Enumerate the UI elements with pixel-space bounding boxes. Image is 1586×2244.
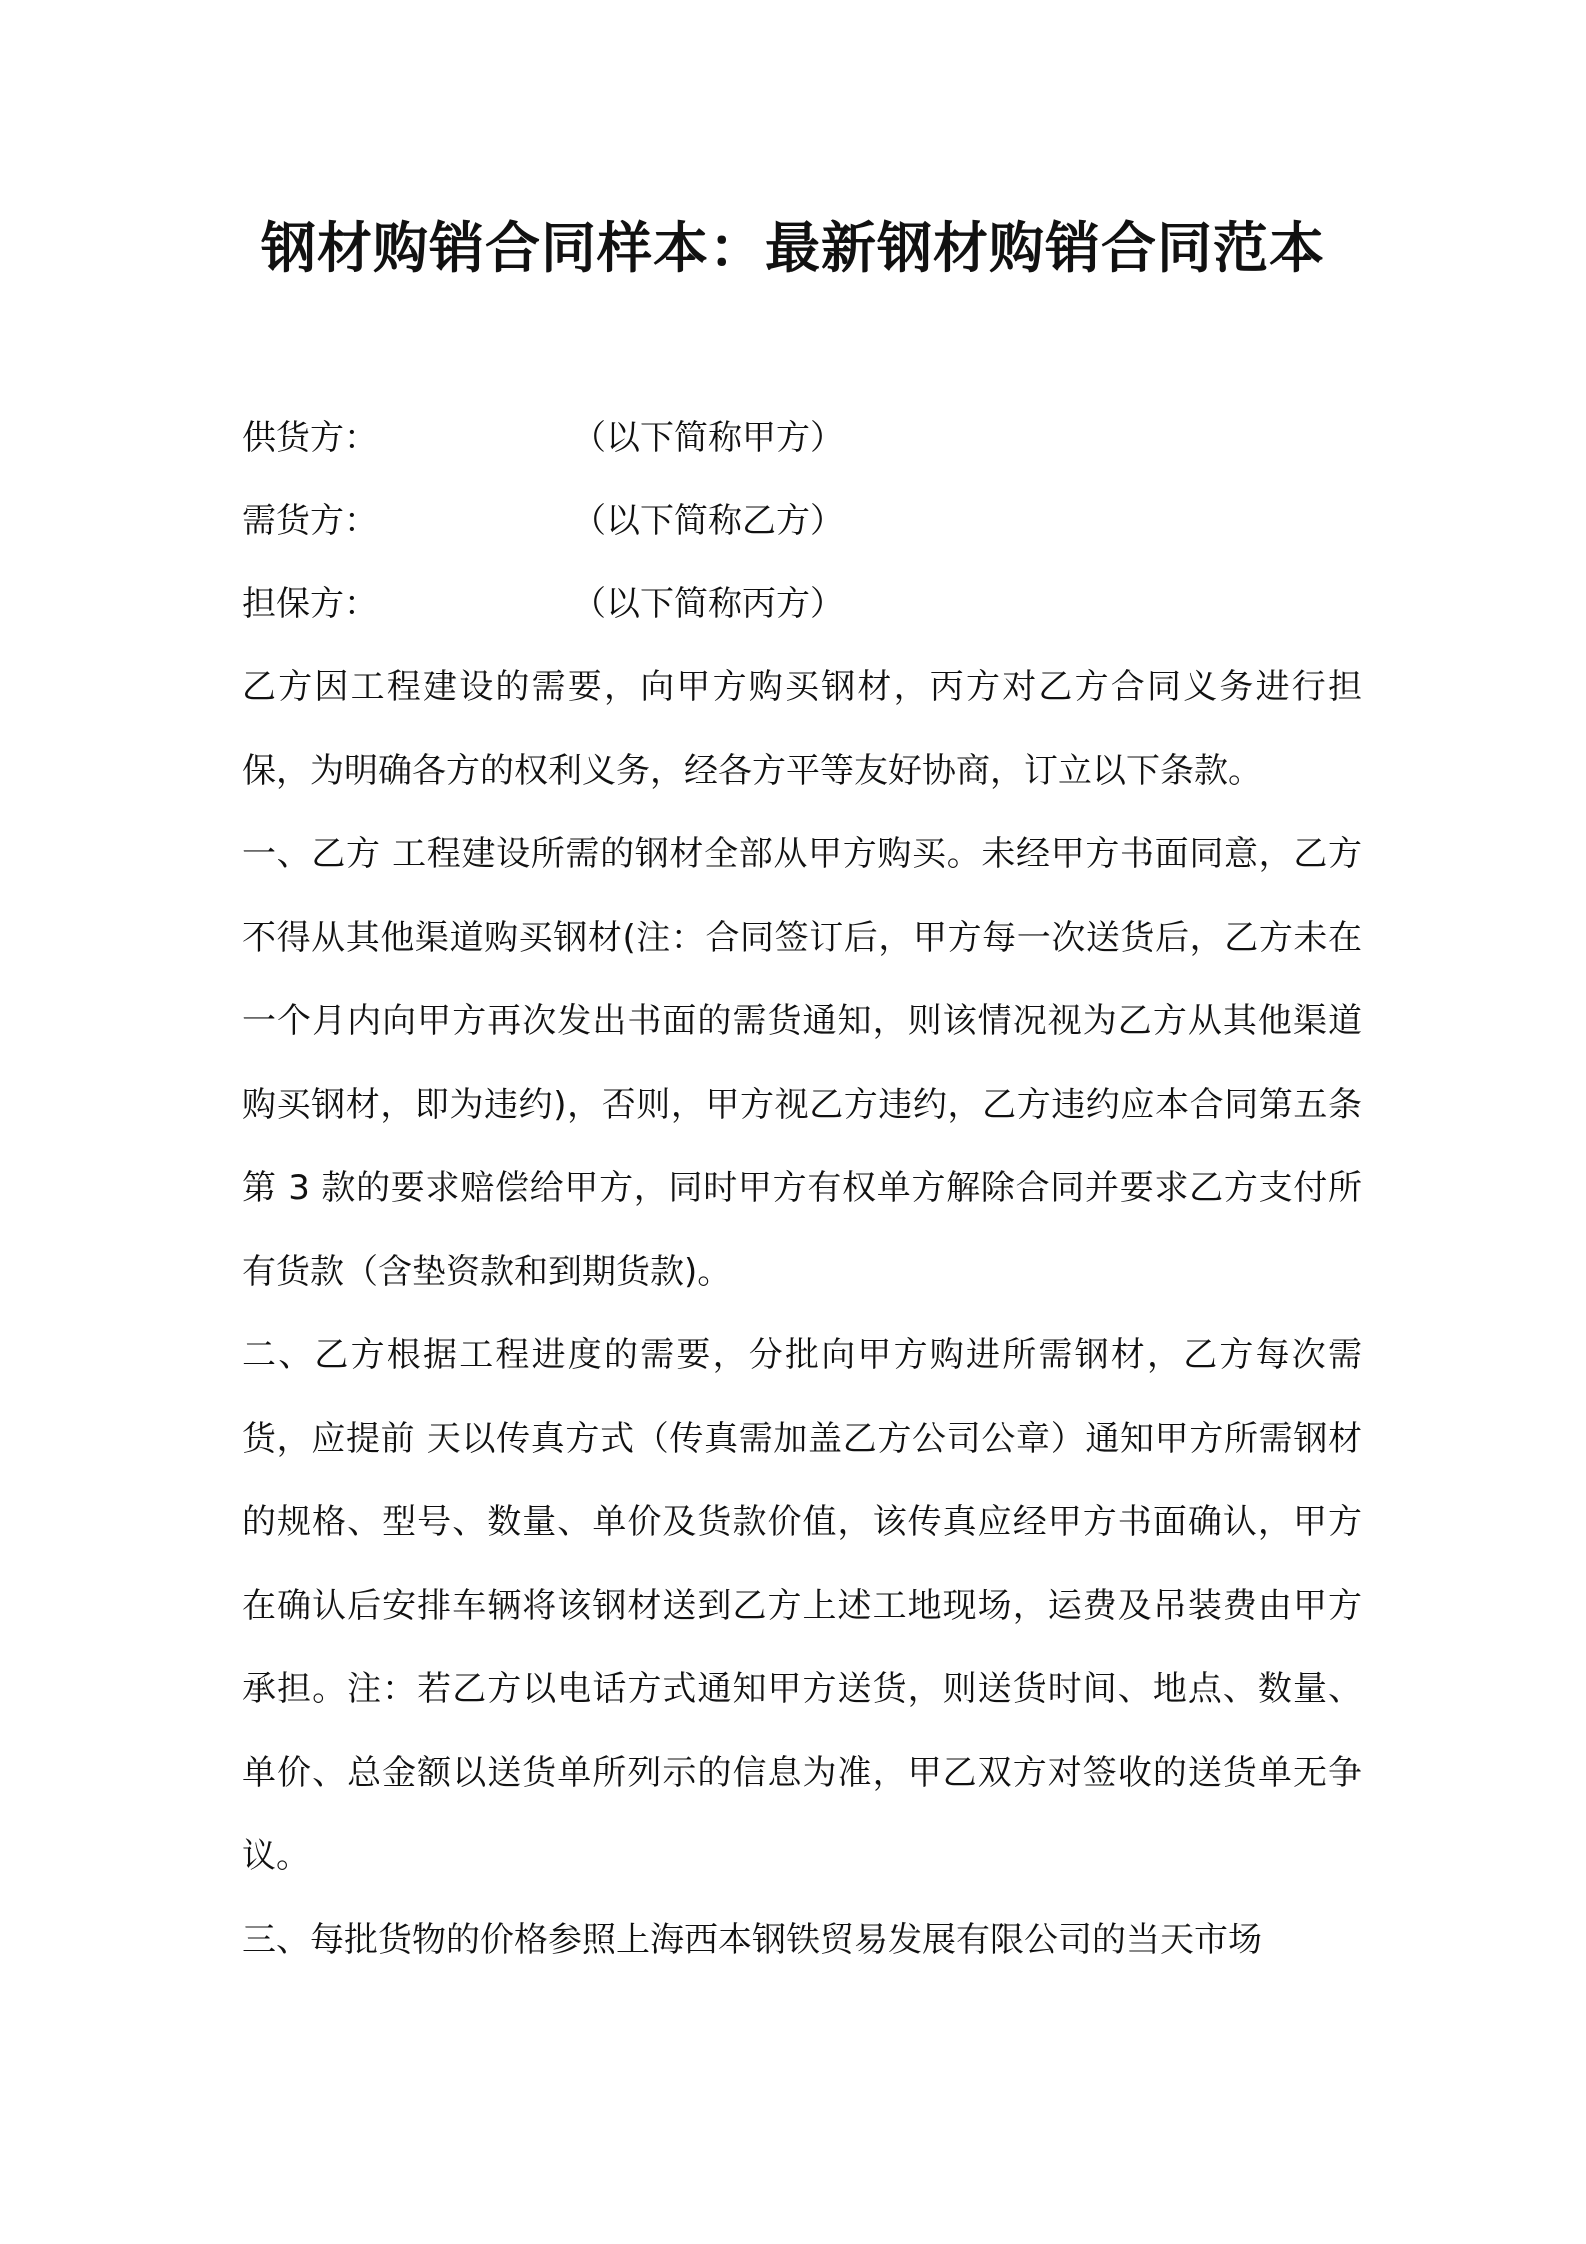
party-row-buyer: [242, 480, 1362, 563]
paragraph-clause-3: 三、每批货物的价格参照上海西本钢铁贸易发展有限公司的当天市场: [242, 1919, 1262, 1960]
paragraph-clause-2: 二、乙方根据工程进度的需要，分批向甲方购进所需钢材，乙方每次需货，应提前 天以传真方式（传真需加盖乙方公司公章）通知甲方所需钢材的规格、型号、数量、单价及货款价值，该传真应经甲方书面确认，甲方在确认后安排车辆将该钢材送到乙方上述工地现场，运费及吊装费由甲方承担。注：若乙方以电话方式通知甲方送货，则送货时间、地点、数量、单价、总金额以送货单所列示的信息为准，甲乙双方对签收的送货单无争议。: [242, 1335, 1362, 1876]
party-note: （以下简称乙方）: [572, 501, 844, 541]
party-label: 需货方：: [242, 501, 378, 541]
party-label: 担保方：: [242, 584, 378, 624]
party-label: 供货方：: [242, 418, 378, 458]
party-row-supplier: [242, 397, 1362, 480]
paragraph-clause-1: 一、乙方 工程建设所需的钢材全部从甲方购买。未经甲方书面同意，乙方不得从其他渠道购买钢材(注：合同签订后，甲方每一次送货后，乙方未在一个月内向甲方再次发出书面的需货通知，则该情况视为乙方从其他渠道购买钢材，即为违约)，否则，甲方视乙方违约，乙方违约应本合同第五条第 3 款的要求赔偿给甲方，同时甲方有权单方解除合同并要求乙方支付所有货款（含垫资款和到期货款)。: [242, 834, 1362, 1292]
document-title: 钢材购销合同样本：最新钢材购销合同范本: [260, 216, 1325, 280]
party-note: （以下简称甲方）: [572, 418, 844, 458]
party-note: （以下简称丙方）: [572, 584, 844, 624]
contract-body: [242, 646, 1362, 1982]
parties-block: [242, 397, 1362, 646]
party-row-guarantor: [242, 563, 1362, 646]
paragraph-preamble: 乙方因工程建设的需要，向甲方购买钢材，丙方对乙方合同义务进行担保，为明确各方的权利义务，经各方平等友好协商，订立以下条款。: [242, 667, 1362, 791]
